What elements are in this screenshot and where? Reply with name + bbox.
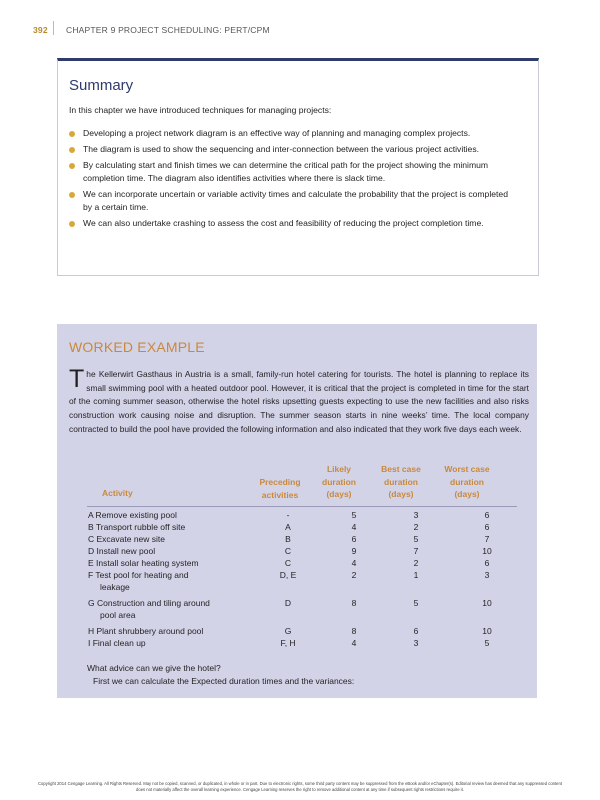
bullet-dot-icon: [69, 131, 75, 137]
worked-example-paragraph: The Kellerwirt Gasthaus in Austria is a small, family-run hotel catering for tourists. The hotel is planning to replace its small swimming pool with a heated outdoor pool. However, it is critical that the project is completed in time for the start of the coming summer season, otherwise the hotel risks upsetting guests expecting to use the new facilities and also risks construction work causing noise and disruption. The summer season starts in nine weeks’ time. The local company contracted to build the pool have provided the following information and also indicated that they work five days each week.: [69, 365, 529, 434]
summary-intro: In this chapter we have introduced techniques for managing projects:: [69, 105, 332, 115]
summary-bullet: We can also undertake crashing to assess the cost and feasibility of reducing the project completion time.: [69, 217, 517, 230]
header-divider: [53, 21, 54, 35]
worked-example-box: WORKED EXAMPLE The Kellerwirt Gasthaus in Austria is a small, family-run hotel catering for tourists. The hotel is planning to replace its small swimming pool with a heated outdoor pool. However, it is critical that the project is completed in time for the start of the coming summer season, otherwise the hotel risks upsetting guests expecting to use the new facilities and also risks construction work causing noise and disruption. The summer season starts in nine weeks’ time. The local company contracted to build the pool have provided the following information and also indicated that they work five days each week. Preceding activities Likely duration (days) Best case duration (days) Worst case duration (days) Activity A Remove existing pool - 5 3 6 B Transport rubble off site A 4 2 6 C Excavate new site B 6 5 7 D Install new pool C 9 7 10 E Install solar heating system C 4 2 6 F Test pool for heating and leakage D, E 2 1 3 G Construction and tiling around pool area D 8 5 10 H Plant shrubbery around pool G 8 6 10 I Final clean up F, H 4 3 5 What advice can we give the hotel? First we can calculate the Expected duration times and the variances:: [57, 324, 537, 698]
worked-example-title: WORKED EXAMPLE: [69, 339, 205, 355]
copyright-footer: Copyright 2014 Cengage Learning. All Rights Reserved. May not be copied, scanned, or duplicated, in whole or in part. Due to electronic rights, some third party content may be suppressed from the eBook and/or eChapter(s). Editorial review has deemed that any suppressed content does not materially affect the overall learning experience. Cengage Learning reserves the right to remove additional content at any time if subsequent rights restrictions require it.: [38, 781, 562, 792]
header-likely: Likely duration (days): [322, 464, 356, 499]
header-best: Best case duration (days): [381, 464, 421, 499]
summary-title: Summary: [69, 77, 134, 94]
drop-cap: T: [69, 365, 85, 393]
table-header-rule: [87, 506, 517, 507]
bullet-dot-icon: [69, 163, 75, 169]
page-number: 392: [33, 25, 48, 35]
header-worst: Worst case duration (days): [444, 464, 490, 499]
header-activity: Activity: [102, 488, 133, 498]
bullet-dot-icon: [69, 221, 75, 227]
summary-box: [57, 58, 539, 276]
advice-question: What advice can we give the hotel?: [87, 663, 221, 673]
chapter-title: CHAPTER 9 PROJECT SCHEDULING: PERT/CPM: [66, 25, 270, 35]
summary-bullet: The diagram is used to show the sequencing and inter-connection between the various project activities.: [69, 143, 517, 156]
advice-answer: First we can calculate the Expected duration times and the variances:: [93, 676, 355, 686]
page-header: [33, 24, 600, 38]
bullet-dot-icon: [69, 147, 75, 153]
summary-bullet-list: [69, 127, 517, 233]
header-preceding: Preceding activities: [259, 477, 301, 500]
bullet-dot-icon: [69, 192, 75, 198]
summary-bullet: Developing a project network diagram is an effective way of planning and managing complex projects.: [69, 127, 517, 140]
summary-bullet: By calculating start and finish times we can determine the critical path for the project showing the minimum completion time. The diagram also identifies activities where there is slack time.: [69, 159, 517, 185]
summary-bullet: We can incorporate uncertain or variable activity times and calculate the probability that the project is completed by a certain time.: [69, 188, 517, 214]
